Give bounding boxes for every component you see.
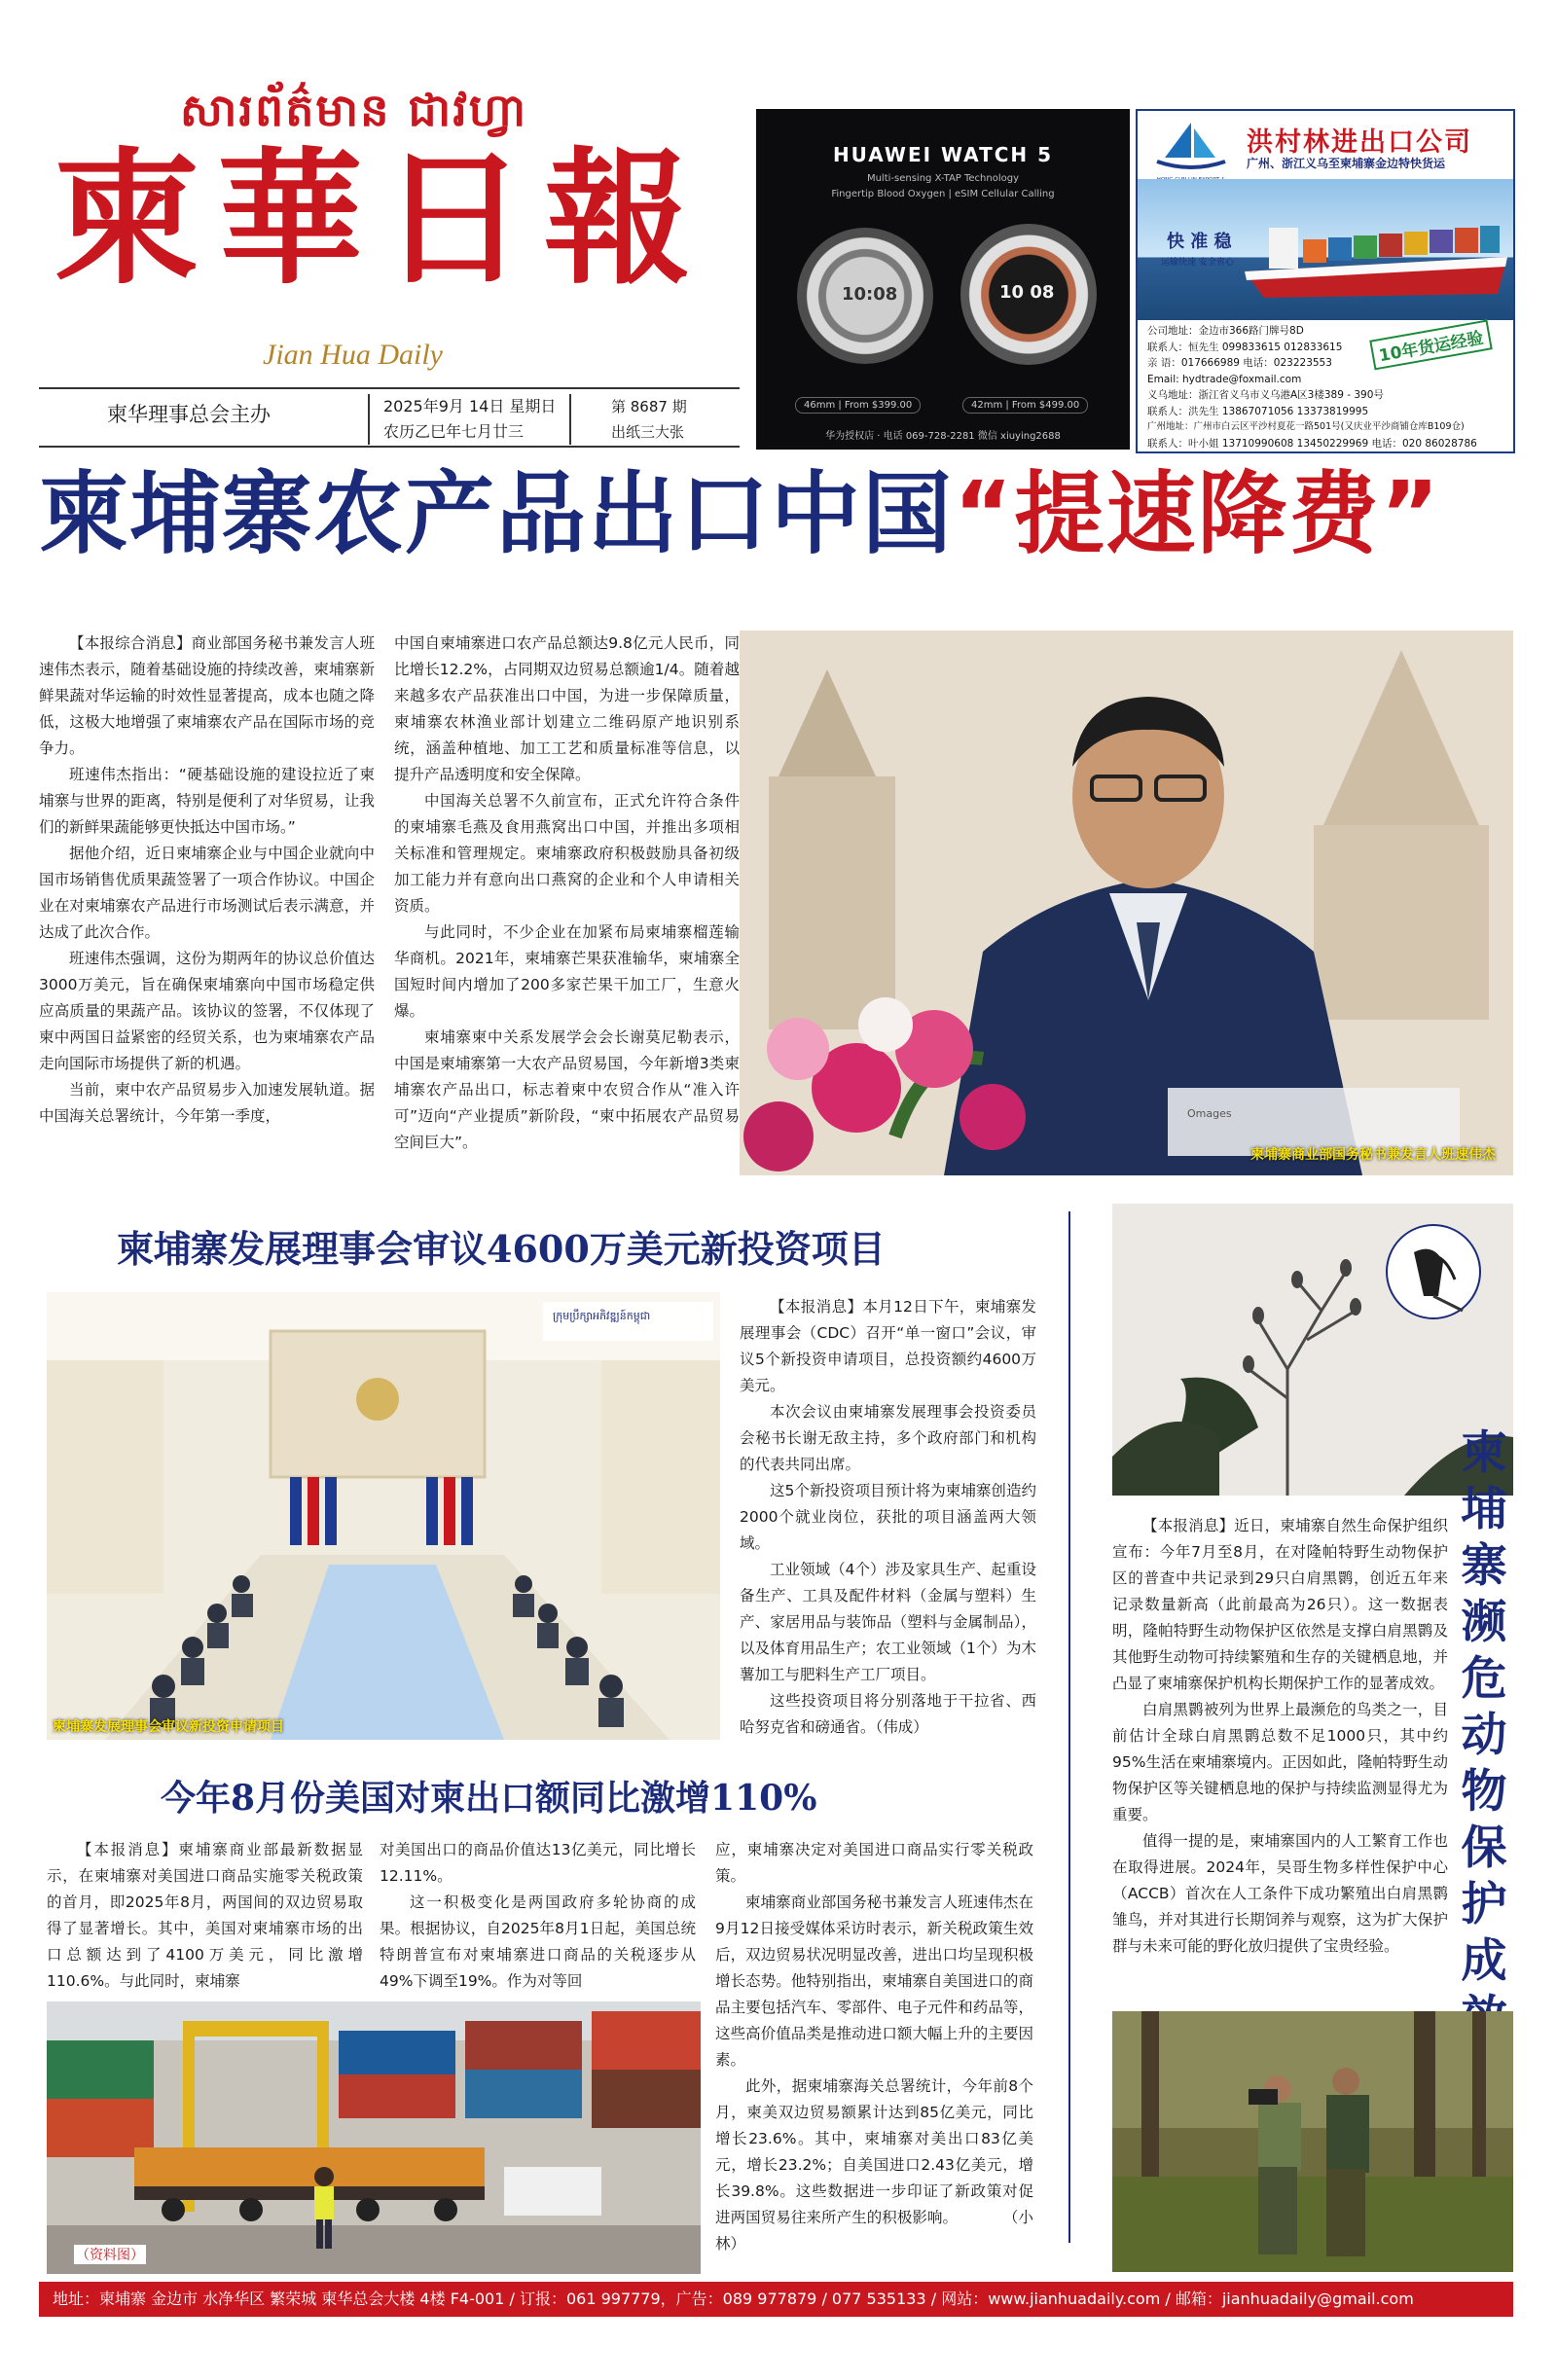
cdc-banner-text: ក្រុមប្រឹក្សាអភិវឌ្ឍន៍កម្ពុជា — [553, 1310, 651, 1322]
ad-dealer-footer: 华为授权店 · 电话 069-728-2281 微信 xiuying2688 — [825, 431, 1061, 442]
story4-body — [1112, 1513, 1448, 1960]
price-right: 42mm | From $499.00 — [962, 397, 1088, 414]
issue-number: 第 8687 期 — [611, 398, 687, 415]
story3-port-photo[interactable] — [47, 2001, 701, 2274]
lead-paragraph: 班速伟杰指出：“硬基础设施的建设拉近了柬埔寨与世界的距离，特别是便利了对华贸易，让我们的新鲜果蔬能够更快抵达中国市场。” — [39, 766, 375, 836]
sheet-count: 出纸三大张 — [611, 423, 685, 441]
container-port-illustration — [47, 2001, 701, 2274]
story4-paragraph: 【本报消息】近日，柬埔寨自然生命保护组织宣布：今年7月至8月，在对隆帕特野生动物保护区的普查中共记录到29只白肩黑鹮，创近五年来记录数量新高（此前最高为26只）。这一数据表明，隆帕特野生动物保护区依然是支撑白肩黑鹮及其他野生动物可持续繁殖和生存的关键栖息地，并凸显了柬埔寨保护机构长期保护工作的显著成效。 — [1112, 1517, 1448, 1692]
lead-paragraph: 当前，柬中农产品贸易步入加速发展轨道。据中国海关总署统计，今年第一季度， — [39, 1081, 375, 1125]
sponsor-line: 柬华理事总会主办 — [107, 403, 271, 426]
lead-paragraph: 【本报综合消息】商业部国务秘书兼发言人班速伟杰表示，随着基础设施的持续改善，柬埔寨新鲜果蔬对华运输的时效性显著提高，成本也随之降低，这极大地增强了柬埔寨农产品在国际市场的竞争力。 — [39, 634, 375, 757]
chinese-masthead: 柬華日報 — [54, 133, 708, 305]
ad-line: 广州地址：广州市白云区平沙村夏花一路501号(又庆业平沙商铺仓库B109仓) — [1147, 421, 1465, 432]
story3-paragraph: 对美国出口的商品价值达13亿美元，同比增长12.11%。 — [380, 1841, 696, 1885]
story2-paragraph: 本次会议由柬埔寨发展理事会投资委员会秘书长谢无敌主持，多个政府部门和机构的代表共同出席。 — [740, 1403, 1036, 1473]
ad-line: 联系人：洪先生 13867071056 13373819995 — [1147, 405, 1369, 417]
story3-paragraph: 柬埔寨商业部国务秘书兼发言人班速伟杰在9月12日接受媒体采访时表示，新关税政策生效后，双边贸易状况明显改善，进出口均呈现积极增长态势。他特别指出，柬埔寨自美国进口的商品主要包括汽车、零部件、电子元件和药品等，这些高价值品类是推动进口额大幅上升的主要因素。 — [715, 1893, 1033, 2069]
story2-paragraph: 这5个新投资项目预计将为柬埔寨创造约2000个就业岗位，获批的项目涵盖两大领域。 — [740, 1482, 1036, 1552]
shipping-company-ad[interactable] — [1136, 109, 1515, 453]
lead-column-1 — [39, 631, 375, 1130]
nameplate-label: Omages — [1187, 1107, 1232, 1120]
lead-paragraph: 与此同时，不少企业在加紧布局柬埔寨榴莲输华商机。2021年，柬埔寨芒果获准输华，柬埔寨全国短时间内增加了200多家芒果干加工厂，生意火爆。 — [394, 923, 740, 1020]
lunar-date-line: 农历乙巳年七月廿三 — [383, 422, 525, 441]
story3-photo-caption: （资料图） — [74, 2245, 146, 2264]
lead-paragraph: 班速伟杰强调，这份为期两年的协议总价值达3000万美元，旨在确保柬埔寨向中国市场稳定供应高质量的果蔬产品。该协议的签署，不仅体现了柬中两国日益紧密的经贸关系，也为柬埔寨农产品走向国际市场提供了新的机遇。 — [39, 950, 375, 1072]
story2-paragraph: 工业领域（4个）涉及家具生产、起重设备生产、工具及配件材料（金属与塑料）生产、家居用品与装饰品（塑料与金属制品），以及体育用品生产；农工业领域（1个）为木薯加工与肥料生产工厂项目。 — [740, 1561, 1036, 1683]
headline-accent: “提速降费” — [954, 462, 1441, 566]
story3-column-3 — [715, 1837, 1033, 2257]
meeting-room-illustration — [47, 1292, 720, 1740]
story3-headline[interactable]: 今年8月份美国对柬出口额同比激增110% — [161, 1778, 817, 1819]
story3-paragraph: 【本报消息】柬埔寨商业部最新数据显示，在柬埔寨对美国进口商品实施零关税政策的首月，即2025年8月，两国间的双边贸易取得了显著增长。其中，美国对柬埔寨市场的出口总额达到了4100万美元，同比激增110.6%。与此同时，柬埔寨 — [47, 1841, 363, 1990]
story2-headline[interactable]: 柬埔寨发展理事会审议4600万美元新投资项目 — [117, 1227, 886, 1271]
price-left: 46mm | From $399.00 — [795, 397, 921, 414]
story3-paragraph: 此外，据柬埔寨海关总署统计，今年前8个月，柬美双边贸易额累计达到85亿美元，同比增长23.6%。其中，柬埔寨对美出口83亿美元，增长23.2%；自美国进口2.43亿美元，增长39.8%。这些数据进一步印证了新政策对促进两国贸易往来所产生的积极影响。 （小林） — [715, 2077, 1033, 2253]
ad-line: Email: hydtrade@foxmail.com — [1147, 373, 1302, 385]
lead-headline[interactable] — [39, 462, 1441, 566]
story4-paragraph: 白肩黑鹮被列为世界上最濒危的鸟类之一，目前估计全球白肩黑鹮总数不足1000只，其中约95%生活在柬埔寨境内。正因如此，隆帕特野生动物保护区等关键栖息地的保护与持续监测显得尤为重要。 — [1112, 1701, 1448, 1823]
experience-stamp: 10年货运经验 — [1369, 320, 1492, 371]
khmer-masthead: សារព័ត៌មាន ជាវហ្វា — [180, 84, 528, 136]
ad-tagline-1: Multi-sensing X-TAP Technology — [866, 173, 1020, 184]
ad-line: 亲 语：017666989 电话：023223553 — [1147, 357, 1332, 369]
story2-meeting-photo[interactable] — [47, 1292, 720, 1740]
issue-block — [611, 394, 687, 445]
headline-main: 柬埔寨农产品出口中国 — [39, 462, 955, 566]
masthead-rule-bottom — [39, 446, 740, 448]
ad-slogan: 快 准 稳 — [1167, 232, 1232, 252]
masthead-rule — [39, 387, 740, 389]
story3-paragraph: 这一积极变化是两国政府多轮协商的成果。根据协议，自2025年8月1日起，美国总统特朗普宣布对柬埔寨进口商品的关税逐步从49%下调至19%。作为对等回 — [380, 1893, 696, 1990]
ad-slogan-sub: 运输快速 安全省心 — [1161, 258, 1234, 268]
story4-vertical-headline[interactable]: 柬埔寨濒危动物保护成 — [1461, 1426, 1507, 1988]
ad-line: 联系人：恒先生 099833615 012833615 — [1147, 341, 1343, 353]
lead-paragraph: 据他介绍，近日柬埔寨企业与中国企业就向中国市场销售优质果蔬签署了一项合作协议。中国企业在对柬埔寨农产品进行市场测试后表示满意，并达成了此次合作。 — [39, 845, 375, 941]
ad-line: 联系人：叶小姐 13710990608 13450229969 电话：020 86028786 — [1147, 437, 1477, 450]
ad-line: 义乌地址：浙江省义乌市义乌港A区3楼389 - 390号 — [1147, 389, 1384, 401]
footer-contact-bar: 地址：柬埔寨 金边市 水净华区 繁荣城 柬华总会大楼 4楼 F4-001 / 订报：061 997779，广告：089 977879 / 077 535133 / 网站：www.jianhuadaily.com / 邮箱：jianhuadaily@gmail.com — [39, 2282, 1513, 2317]
date-line: 2025年9月 14日 星期日 — [383, 397, 557, 415]
story3-paragraph: 应，柬埔寨决定对美国进口商品实行零关税政策。 — [715, 1841, 1033, 1885]
ad-route: 广州、浙江义乌至柬埔寨金边特快货运 — [1247, 157, 1446, 170]
column-divider — [1068, 1211, 1070, 2243]
story2-paragraph: 【本报消息】本月12日下午，柬埔寨发展理事会（CDC）召开“单一窗口”会议，审议5个新投资申请项目，总投资额约4600万美元。 — [740, 1298, 1036, 1394]
ad-tagline-2: Fingertip Blood Oxygen | eSIM Cellular Calling — [831, 189, 1055, 199]
huawei-watch-ad[interactable] — [756, 109, 1130, 450]
ad-brand: HUAWEI WATCH 5 — [832, 143, 1054, 166]
ad-line: 公司地址：金边市366路门牌号8D — [1147, 325, 1304, 337]
story4-paragraph: 值得一提的是，柬埔寨国内的人工繁育工作也在取得进展。2024年，吴哥生物多样性保护中心（ACCB）首次在人工条件下成功繁殖出白肩黑鹮雏鸟，并对其进行长期饲养与观察，这为扩大保护群与未来可能的野化放归提供了宝贵经验。 — [1112, 1832, 1448, 1955]
story3-column-2 — [380, 1837, 696, 1995]
rangers-photo[interactable] — [1112, 2011, 1513, 2272]
story2-body — [740, 1294, 1036, 1741]
watch-left-time: 10:08 — [842, 284, 898, 305]
lead-paragraph: 柬埔寨柬中关系发展学会会长谢莫尼勒表示，中国是柬埔寨第一大农产品贸易国，今年新增3类柬埔寨农产品出口，标志着柬中农贸合作从“准入许可”迈向“产业提质”新阶段，“柬中拓展农产品贸易空间巨大”。 — [394, 1028, 740, 1151]
ship-logo-icon — [1147, 119, 1235, 179]
ad-company-name: 洪村林进出口公司 — [1247, 127, 1472, 158]
english-masthead: Jian Hua Daily — [263, 339, 443, 371]
lead-column-2 — [394, 631, 740, 1156]
story3-column-1 — [47, 1837, 363, 1995]
date-block — [368, 394, 571, 445]
watch-right-time: 10 08 — [999, 282, 1055, 303]
lead-photo-caption: 柬埔寨商业部国务秘书兼发言人班速伟杰 — [1250, 1147, 1496, 1163]
lead-paragraph: 中国自柬埔寨进口农产品总额达9.8亿元人民币，同比增长12.2%，占同期双边贸易总额逾1/4。随着越来越多农产品获准出口中国，为进一步保障质量，柬埔寨农林渔业部计划建立二维码原产地识别系统，涵盖种植地、加工工艺和质量标准等信息，以提升产品透明度和安全保障。 — [394, 634, 740, 783]
lead-photo[interactable] — [740, 631, 1513, 1175]
ibis-tree-photo[interactable] — [1112, 1204, 1513, 1496]
spokesman-photo-illustration — [740, 631, 1513, 1175]
story2-photo-caption: 柬埔寨发展理事会审议新投资申请项目 — [53, 1719, 284, 1735]
ibis-tree-illustration — [1112, 1204, 1513, 1496]
story2-paragraph: 这些投资项目将分别落地于干拉省、西哈努克省和磅通省。（伟成） — [740, 1692, 1036, 1736]
rangers-illustration — [1112, 2011, 1513, 2272]
lead-paragraph: 中国海关总署不久前宣布，正式允许符合条件的柬埔寨毛燕及食用燕窝出口中国，并推出多项相关标准和管理规定。柬埔寨政府积极鼓励具备初级加工能力并有意向出口燕窝的企业和个人申请相关资质。 — [394, 792, 740, 915]
